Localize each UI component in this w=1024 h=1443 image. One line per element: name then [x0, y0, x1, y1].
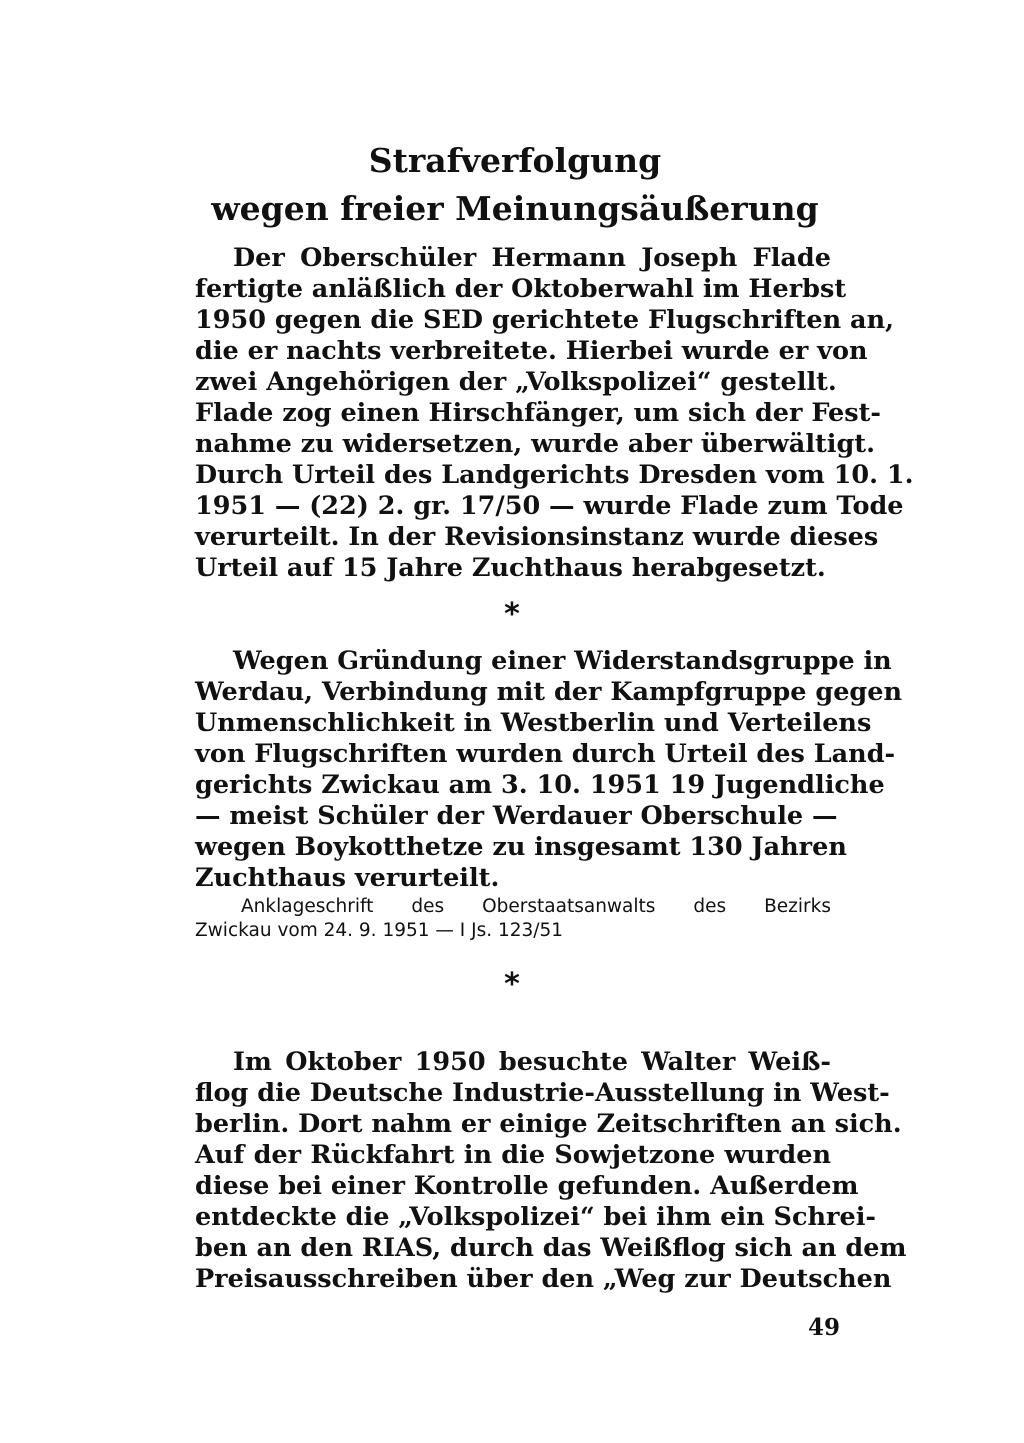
page-number: 49: [807, 1314, 840, 1341]
text-line: verurteilt. In der Revisionsinstanz wurde dieses: [195, 522, 879, 552]
text-line: — meist Schüler der Werdauer Oberschule —: [195, 801, 838, 831]
section-separator: *: [504, 597, 520, 632]
citation-line: Anklageschrift des Oberstaatsanwalts des Bezirks: [241, 896, 831, 917]
paragraph-weissflog: [195, 1047, 907, 1295]
text-line: gerichts Zwickau am 3. 10. 1951 19 Jugendliche: [195, 770, 885, 800]
text-line: Unmenschlichkeit in Westberlin und Verteilens: [195, 708, 872, 738]
citation-line: Zwickau vom 24. 9. 1951 — I Js. 123/51: [195, 920, 564, 941]
text-line: die er nachts verbreitete. Hierbei wurde er von: [195, 336, 868, 366]
text-line: Zuchthaus verurteilt.: [195, 863, 500, 893]
text-line: fertigte anläßlich der Oktoberwahl im Herbst: [195, 274, 847, 304]
text-line: Der Oberschüler Hermann Joseph Flade: [233, 243, 831, 273]
paragraph-flade: [195, 243, 914, 584]
text-line: flog die Deutsche Industrie-Ausstellung in West-: [195, 1078, 890, 1108]
text-line: nahme zu widersetzen, wurde aber überwältigt.: [195, 429, 875, 459]
text-line: Im Oktober 1950 besuchte Walter Weiß-: [233, 1047, 831, 1077]
text-line: Durch Urteil des Landgerichts Dresden vom 10. 1.: [195, 460, 914, 490]
text-line: zwei Angehörigen der „Volkspolizei“ gestellt.: [195, 367, 837, 397]
text-line: diese bei einer Kontrolle gefunden. Außerdem: [195, 1171, 859, 1201]
text-line: Wegen Gründung einer Widerstandsgruppe in: [233, 646, 892, 676]
heading-line-1: Strafverfolgung: [368, 141, 662, 180]
text-line: 1950 gegen die SED gerichtete Flugschriften an,: [195, 305, 894, 335]
text-line: ben an den RIAS, durch das Weißflog sich an dem: [195, 1233, 907, 1263]
text-line: von Flugschriften wurden durch Urteil des Land-: [195, 739, 896, 769]
text-line: berlin. Dort nahm er einige Zeitschriften an sich.: [195, 1109, 902, 1139]
paragraph-werdau: [195, 646, 903, 894]
heading-line-2: wegen freier Meinungsäußerung: [211, 189, 819, 228]
text-line: entdeckte die „Volkspolizei“ bei ihm ein Schrei-: [195, 1202, 876, 1232]
text-line: Flade zog einen Hirschfänger, um sich der Fest-: [195, 398, 881, 428]
text-line: Werdau, Verbindung mit der Kampfgruppe gegen: [195, 677, 903, 707]
section-separator: *: [504, 967, 520, 1002]
text-line: Auf der Rückfahrt in die Sowjetzone wurden: [195, 1140, 831, 1170]
text-line: Urteil auf 15 Jahre Zuchthaus herabgesetzt.: [195, 553, 826, 583]
source-citation: [195, 895, 831, 943]
text-line: wegen Boykotthetze zu insgesamt 130 Jahren: [195, 832, 847, 862]
text-line: Preisausschreiben über den „Weg zur Deutschen: [195, 1264, 892, 1294]
text-line: 1951 — (22) 2. gr. 17/50 — wurde Flade zum Tode: [195, 491, 904, 521]
